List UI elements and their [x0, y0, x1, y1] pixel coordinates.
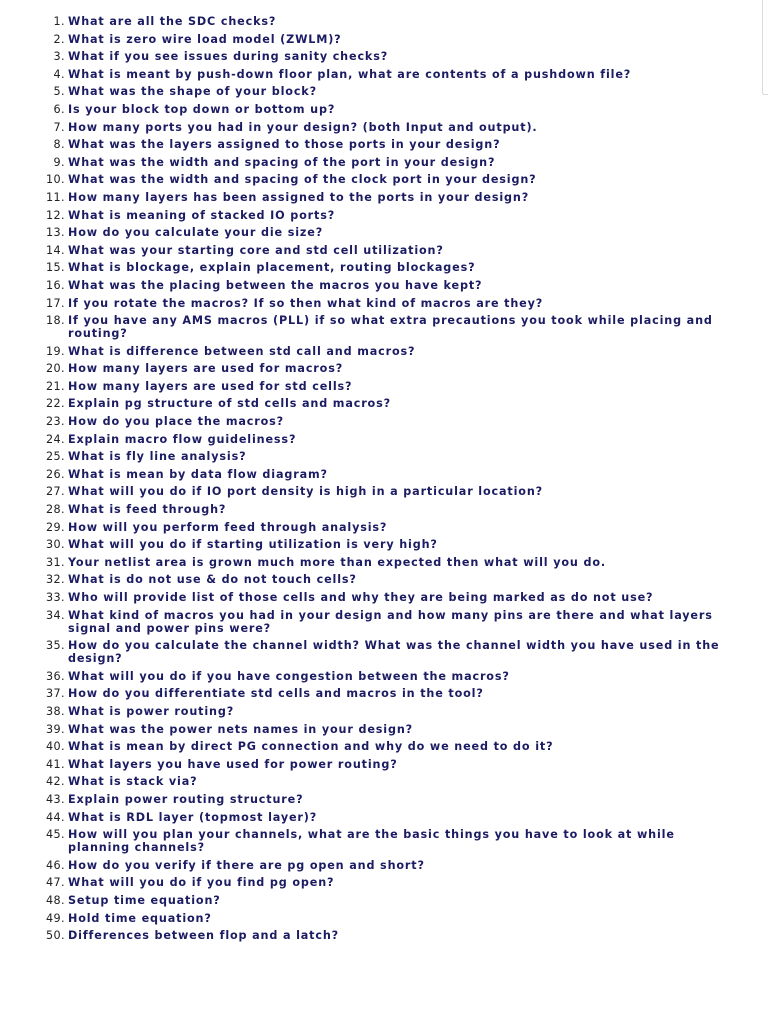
question-number: 31. [46, 555, 65, 569]
question-text: What is mean by direct PG connection and why do we need to do it? [68, 740, 554, 754]
question-item [0, 50, 740, 63]
question-number: 8. [53, 138, 65, 152]
question-item [0, 209, 740, 222]
question-text: What was the layers assigned to those ports in your design? [68, 138, 501, 152]
question-number: 36. [46, 669, 65, 683]
page-edge-frame [762, 0, 768, 95]
question-text: What layers you have used for power routing? [68, 757, 398, 771]
question-item [0, 450, 740, 463]
question-text: What is mean by data flow diagram? [68, 467, 328, 481]
question-item [0, 279, 740, 292]
question-number: 33. [46, 591, 65, 604]
question-number: 3. [53, 50, 65, 64]
question-item [0, 244, 740, 257]
question-item [0, 261, 740, 274]
question-item [0, 859, 740, 872]
question-item [0, 591, 740, 604]
question-item [0, 173, 740, 186]
question-number: 5. [53, 85, 65, 99]
question-number: 40. [46, 740, 65, 754]
question-number: 34. [46, 608, 65, 622]
question-number: 11. [46, 190, 65, 204]
question-item [0, 894, 740, 907]
question-number: 38. [46, 704, 65, 718]
question-text: What will you do if you have congestion between the macros? [68, 669, 510, 683]
question-number: 23. [46, 415, 65, 429]
question-text: What kind of macros you had in your design and how many pins are there and what layers signal and power pins were? [68, 608, 713, 635]
question-item [0, 758, 740, 771]
question-item [0, 103, 740, 116]
question-item [0, 121, 740, 134]
question-number: 16. [46, 278, 65, 292]
question-text: What is power routing? [68, 704, 235, 718]
question-item [0, 740, 740, 753]
question-item [0, 485, 740, 498]
question-number: 9. [53, 155, 65, 169]
question-number: 46. [46, 858, 65, 872]
question-text: What is do not use & do not touch cells? [68, 573, 357, 587]
question-text: How will you perform feed through analysis? [68, 520, 388, 534]
question-text: How do you differentiate std cells and macros in the tool? [68, 687, 484, 701]
question-item [0, 876, 740, 889]
question-item [0, 556, 740, 569]
question-number: 42. [46, 775, 65, 789]
question-number: 22. [46, 397, 65, 411]
question-number: 25. [46, 450, 65, 464]
question-item [0, 609, 740, 635]
question-item [0, 415, 740, 428]
question-number: 41. [46, 757, 65, 771]
question-item [0, 138, 740, 151]
question-text: What is difference between std call and macros? [68, 344, 416, 358]
question-text: Setup time equation? [68, 893, 221, 907]
question-text: If you rotate the macros? If so then what kind of macros are they? [68, 296, 544, 310]
question-item [0, 362, 740, 375]
question-item [0, 68, 740, 81]
question-number: 20. [46, 362, 65, 376]
question-number: 4. [53, 67, 65, 81]
question-number: 7. [53, 120, 65, 134]
question-text: What was the power nets names in your design? [68, 722, 413, 736]
question-number: 29. [46, 520, 65, 534]
question-item [0, 811, 740, 824]
question-text: What is stack via? [68, 775, 198, 789]
question-item [0, 723, 740, 736]
question-item [0, 670, 740, 683]
question-text: How do you calculate your die size? [68, 226, 324, 240]
question-number: 2. [53, 32, 65, 46]
question-item [0, 912, 740, 925]
question-text: What is feed through? [68, 503, 227, 517]
question-text: How will you plan your channels, what are the basic things you have to look at while planning channels? [68, 828, 675, 855]
question-text: How many layers are used for macros? [68, 362, 344, 376]
question-text: What is fly line analysis? [68, 450, 247, 464]
question-number: 19. [46, 344, 65, 358]
question-text: How many layers are used for std cells? [68, 379, 353, 393]
question-text: What is meant by push-down floor plan, what are contents of a pushdown file? [68, 67, 632, 81]
question-item [0, 433, 740, 446]
question-text: What will you do if starting utilization is very high? [68, 538, 438, 552]
question-item [0, 33, 740, 46]
question-item [0, 929, 740, 942]
question-number: 13. [46, 226, 65, 240]
question-text: What was the width and spacing of the clock port in your design? [68, 173, 537, 187]
question-text: Is your block top down or bottom up? [68, 102, 336, 116]
question-item [0, 503, 740, 516]
question-text: Explain power routing structure? [68, 792, 304, 806]
question-item [0, 521, 740, 534]
question-text: What are all the SDC checks? [68, 15, 277, 28]
question-text: What if you see issues during sanity checks? [68, 50, 389, 64]
question-item [0, 793, 740, 806]
question-number: 26. [46, 467, 65, 481]
question-item [0, 538, 740, 551]
question-item [0, 705, 740, 718]
question-item [0, 468, 740, 481]
question-number: 27. [46, 485, 65, 499]
question-text: Who will provide list of those cells and why they are being marked as do not use? [68, 591, 654, 604]
question-text: What will you do if IO port density is high in a particular location? [68, 485, 543, 499]
question-number: 35. [46, 639, 65, 653]
question-item [0, 397, 740, 410]
question-text: What was the placing between the macros you have kept? [68, 278, 483, 292]
question-text: What will you do if you find pg open? [68, 876, 335, 890]
question-number: 30. [46, 538, 65, 552]
question-item [0, 639, 740, 665]
question-item [0, 775, 740, 788]
question-item [0, 687, 740, 700]
question-item [0, 156, 740, 169]
question-text: What was the shape of your block? [68, 85, 317, 99]
question-number: 48. [46, 893, 65, 907]
question-number: 50. [46, 929, 65, 943]
question-number: 18. [46, 314, 65, 328]
question-text: What is zero wire load model (ZWLM)? [68, 32, 342, 46]
question-number: 39. [46, 722, 65, 736]
question-text: How do you calculate the channel width? What was the channel width you have used in the design? [68, 639, 720, 666]
question-number: 1. [53, 15, 65, 28]
question-item [0, 345, 740, 358]
question-number: 24. [46, 432, 65, 446]
question-text: Your netlist area is grown much more than expected then what will you do. [68, 555, 606, 569]
question-number: 45. [46, 828, 65, 842]
question-number: 37. [46, 687, 65, 701]
question-item [0, 314, 740, 340]
question-number: 43. [46, 792, 65, 806]
question-text: How do you verify if there are pg open and short? [68, 858, 425, 872]
question-text: What is RDL layer (topmost layer)? [68, 810, 318, 824]
question-text: How many layers has been assigned to the ports in your design? [68, 190, 530, 204]
question-item [0, 297, 740, 310]
question-number: 6. [53, 102, 65, 116]
question-text: Explain pg structure of std cells and macros? [68, 397, 391, 411]
question-text: How do you place the macros? [68, 415, 284, 429]
question-number: 10. [46, 173, 65, 187]
question-text: What is meaning of stacked IO ports? [68, 208, 336, 222]
question-number: 21. [46, 379, 65, 393]
question-item [0, 85, 740, 98]
question-item [0, 380, 740, 393]
question-number: 49. [46, 911, 65, 925]
question-number: 47. [46, 876, 65, 890]
question-text: Explain macro flow guideliness? [68, 432, 297, 446]
question-number: 15. [46, 261, 65, 275]
question-number: 14. [46, 243, 65, 257]
question-item [0, 226, 740, 239]
question-list [0, 15, 740, 947]
question-text: What is blockage, explain placement, routing blockages? [68, 261, 476, 275]
question-number: 44. [46, 810, 65, 824]
question-number: 32. [46, 573, 65, 587]
question-item [0, 573, 740, 586]
question-item [0, 191, 740, 204]
question-number: 12. [46, 208, 65, 222]
question-text: Differences between flop and a latch? [68, 929, 340, 943]
question-text: What was the width and spacing of the port in your design? [68, 155, 496, 169]
question-text: If you have any AMS macros (PLL) if so what extra precautions you took while placing and routing? [68, 314, 713, 341]
question-item [0, 15, 740, 28]
question-text: How many ports you had in your design? (both Input and output). [68, 120, 538, 134]
question-number: 17. [46, 296, 65, 310]
question-number: 28. [46, 503, 65, 517]
question-text: Hold time equation? [68, 911, 212, 925]
question-text: What was your starting core and std cell utilization? [68, 243, 444, 257]
question-item [0, 828, 740, 854]
